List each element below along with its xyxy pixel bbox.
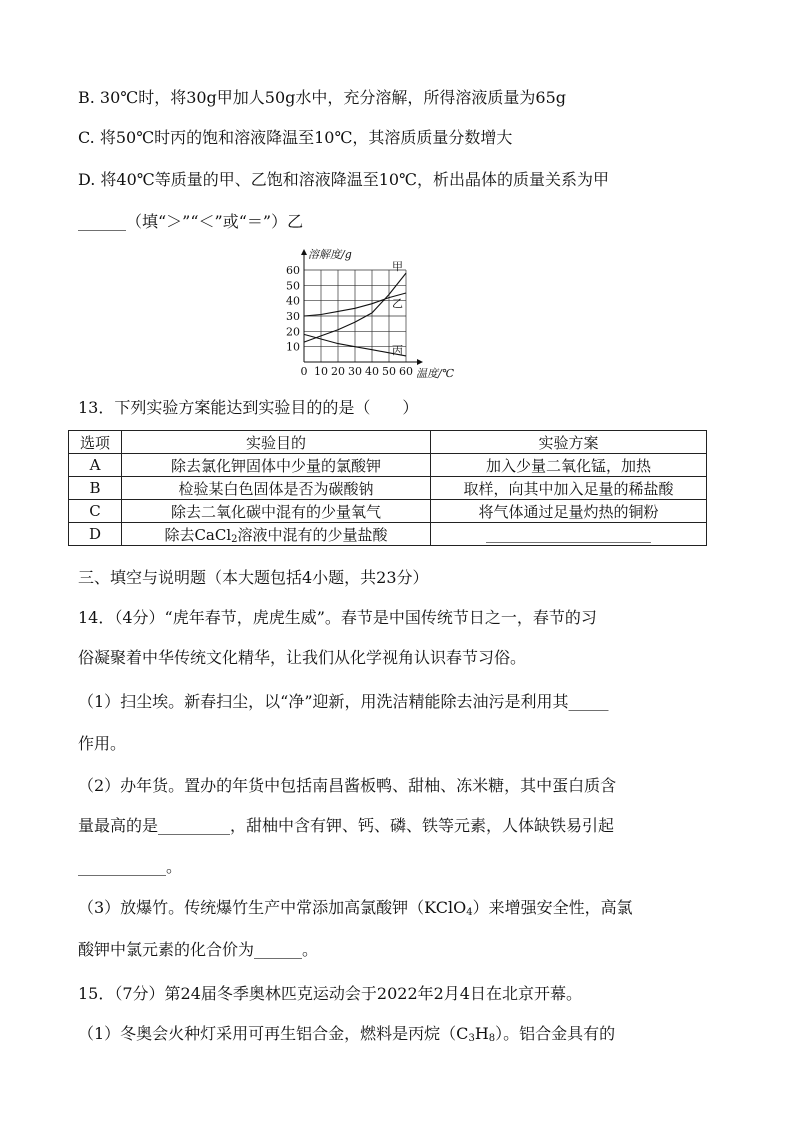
row-d-option: D — [69, 523, 122, 546]
q14-p1a: （1）扫尘埃。新春扫尘，以“净”迎新，用洗洁精能除去油污是利用其_____ — [78, 692, 609, 711]
y-tick-label: 60 — [286, 264, 300, 277]
q12-option-c: C. 将50℃时丙的饱和溶液降温至10℃，其溶质质量分数增大 — [78, 128, 513, 147]
y-tick-label: 30 — [286, 310, 300, 323]
q14-p3b: 酸钾中氯元素的化合价为______。 — [78, 940, 319, 959]
q14-p2c: ___________。 — [78, 857, 183, 876]
q12-option-b: B. 30℃时，将30g甲加人50g水中，充分溶解，所得溶液质量为65g — [78, 88, 566, 107]
row-d-plan-blank: ______________________ — [431, 523, 707, 546]
x-tick-label: 60 — [399, 365, 413, 378]
x-tick-label: 30 — [348, 365, 362, 378]
row-a-plan: 加入少量二氧化锰，加热 — [431, 454, 707, 477]
q14-p2b: 量最高的是_________，甜柚中含有钾、钙、磷、铁等元素，人体缺铁易引起 — [78, 816, 615, 835]
header-plan: 实验方案 — [431, 431, 707, 454]
row-d-goal: 除去CaCl$_2$溶液中混有的少量盐酸 — [122, 523, 431, 546]
table-row — [69, 454, 707, 477]
q14-p3a: （3）放爆竹。传统爆竹生产中常添加高氯酸钾（KClO$_4$）来增强安全性，高氯 — [78, 898, 633, 918]
q14-p2a: （2）办年货。置办的年货中包括南昌酱板鸭、甜柚、冻米糖，其中蛋白质含 — [78, 776, 617, 795]
header-option: 选项 — [69, 431, 122, 454]
experiment-table — [68, 430, 707, 546]
table-row — [69, 500, 707, 523]
q14-line2: 俗凝聚着中华传统文化精华，让我们从化学视角认识春节习俗。 — [78, 648, 527, 667]
series-label-1: 乙 — [392, 297, 403, 310]
x-tick-label: 10 — [314, 365, 328, 378]
q15-p1: （1）冬奥会火种灯采用可再生铝合金，燃料是丙烷$(C_3H_8)$。铝合金具有的 — [78, 1024, 616, 1044]
series-label-0: 甲 — [392, 260, 403, 274]
row-b-goal: 检验某白色固体是否为碳酸钠 — [122, 477, 431, 500]
solubility-chart — [282, 244, 472, 384]
q12-option-d-cont: ______（填“＞”“＜”或“＝”）乙 — [78, 212, 304, 231]
chart-grid — [304, 270, 406, 362]
section-heading: 三、填空与说明题（本大题包括4小题，共23分） — [78, 568, 429, 587]
header-goal: 实验目的 — [122, 431, 431, 454]
x-tick-label: 0 — [300, 365, 308, 378]
row-c-option: C — [69, 500, 122, 523]
table-row — [69, 523, 707, 546]
q13-title: 13．下列实验方案能达到实验目的的是（ ） — [78, 398, 419, 417]
row-c-plan: 将气体通过足量灼热的铜粉 — [431, 500, 707, 523]
y-axis-label: 溶解度/g — [308, 248, 352, 261]
y-axis-arrow — [301, 249, 307, 255]
x-tick-label: 50 — [382, 365, 396, 378]
y-tick-label: 20 — [286, 325, 300, 339]
y-tick-label: 40 — [286, 294, 300, 308]
table-row — [69, 477, 707, 500]
row-b-plan: 取样，向其中加入足量的稀盐酸 — [431, 477, 707, 500]
q15-line1: 15．（7分）第24届冬季奥林匹克运动会于2022年2月4日在北京开幕。 — [78, 984, 582, 1003]
row-a-option: A — [69, 454, 122, 477]
row-b-option: B — [69, 477, 122, 500]
q12-option-d: D. 将40℃等质量的甲、乙饱和溶液降温至10℃，析出晶体的质量关系为甲 — [78, 170, 609, 189]
x-axis-arrow — [417, 359, 423, 365]
q14-line1: 14．（4分）“虎年春节，虎虎生威”。春节是中国传统节日之一，春节的习 — [78, 608, 597, 627]
x-tick-label: 20 — [331, 365, 345, 378]
x-tick-label: 40 — [365, 365, 379, 378]
row-a-goal: 除去氯化钾固体中少量的氯酸钾 — [122, 454, 431, 477]
x-axis-label: 温度/℃ — [416, 367, 455, 380]
q14-p1b: 作用。 — [78, 734, 127, 753]
row-c-goal: 除去二氧化碳中混有的少量氧气 — [122, 500, 431, 523]
y-tick-label: 10 — [286, 340, 300, 354]
table-header-row — [69, 431, 707, 454]
y-tick-label: 50 — [286, 279, 300, 293]
series-label-2: 丙 — [392, 343, 403, 357]
